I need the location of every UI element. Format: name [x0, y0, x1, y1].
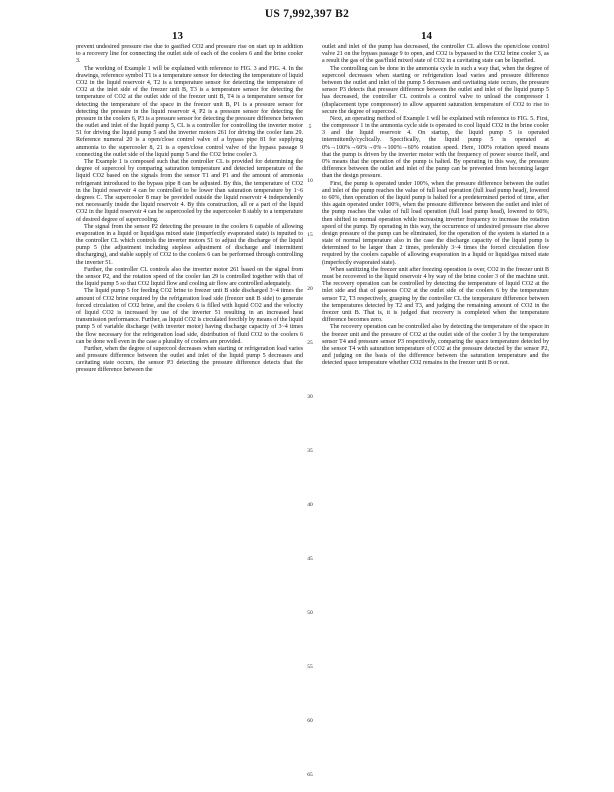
right-column — [322, 44, 549, 367]
line-number: 35 — [307, 448, 313, 454]
paragraph: Next, an operating method of Example 1 will be explained with reference to FIG. 5. First, the compressor 1 in the ammonia cycle side is operated to cool liquid CO2 in the brine cooler 3 and the liquid reservoir 4. On startup, the liquid pump 5 is operated intermittently/cyclically. Specifically, the liquid pump 5 is operated at 0%→100%→60%→0%→100%→60% rotation speed. Here, 100% rotation speed means that the pump is driven by the inverter motor with the frequency of power source itself, and 0% means that the operation of the pump is halted. By operating in this way, the pressure difference between the outlet and inlet of the pump can be prevented from becoming larger than the design pressure. — [322, 115, 549, 180]
paragraph: The liquid pump 5 for feeding CO2 brine to freezer unit B side discharged 3~4 times the amount of CO2 brine required by the refrigeration load side (freezer unit B side) to generate forced circulation of CO2 brine, and the coolers 6 is filled with liquid CO2 and the velocity of liquid CO2 is increased by use of the inverter 51 resulting in an increased heat transmission performance. Further, as liquid CO2 is circulated forcibly by means of the liquid pump 5 of variable discharge (with inverter motor) having discharge capacity of 3~4 times the flow necessary for the refrigeration load side, distribution of fluid CO2 to the coolers 6 can be done well even in the case a plurality of coolers are provided. — [76, 288, 303, 345]
paragraph: First, the pump is operated under 100%, when the pressure difference between the outlet and inlet of the pump reaches the value of full load operation (full load pump head), lowered to 60%, then operation of the liquid pump is halted for a predetermined period of time, after this again operated under 100%, when the pressure difference between the outlet and inlet of the pump reaches the value of full load operation (full load pump head), lowered to 60%, then shifted to normal operation while increasing inverter frequency to increase the rotation speed of the pump. By operating in this way, the occurrence of undesired pressure rise above design pressure of the pump can be eliminated, for the operation of the system is started in a state of normal temperature also in the case the discharge capacity of the liquid pump is determined to be larger than 2 times, preferably 3~4 times the forced circulation flow required by the coolers capable of allowing evaporation in a liquid or liquid/gas mixed state (imperfectly evaporated state). — [322, 180, 549, 266]
paragraph: outlet and inlet of the pump has decreased, the controller CL allows the open/close control valve 21 on the bypass passage 9 to open, and CO2 is bypassed to the CO2 brine cooler 3, as a result the gas of the gas/fluid mixed state of CO2 in a cavitating state can be liquefied. — [322, 44, 549, 65]
paragraph: The controlling can be done in the ammonia cycle in such a way that, when the degree of supercool decreases when starting or refrigeration load varies and pressure difference between the outlet and inlet of the pump 5 decreases and cavitating state occurs, the pressure sensor P3 detects that pressure difference between the outlet and inlet of the liquid pump 5 has decreased, the controller CL controls a control valve to unload the compressor 1 (displacement type compressor) to allow apparent saturation temperature of CO2 to rise to secure the degree of supercool. — [322, 65, 549, 115]
paragraph: The working of Example 1 will be explained with reference to FIG. 3 and FIG. 4. In the drawings, reference symbol T1 is a temperature sensor for detecting the temperature of liquid CO2 in the liquid reservoir 4, T2 is a temperature sensor for detecting the temperature of CO2 at the inlet side of the freezer unit B, T3 is a temperature sensor for detecting the temperature of CO2 at the outlet side of the freezer unit B, T4 is a temperature sensor for detecting the temperature of the space in the freezer unit B, P1 is a pressure sensor for detecting the pressure in the liquid reservoir 4, P2 is a pressure sensor for detecting the pressure in the coolers 6, P3 is a pressure sensor for detecting the pressure difference between the outlet and inlet of the liquid pump 5, CL is a controller for controlling the inverter motor 51 for driving the liquid pump 5 and the inverter motors 261 for driving the cooler fans 29. Reference numeral 20 is a open/close control valve of a bypass pipe 81 for supplying ammonia to the supercooler 8, 21 is a open/close control valve of the bypass passage 9 connecting the outlet side of the liquid pump 5 and the CO2 brine cooler 3. — [76, 65, 303, 158]
page-number-right: 14 — [421, 30, 432, 42]
line-number: 20 — [307, 286, 313, 292]
paragraph: Further, when the degree of supercool decreases when starting or refrigeration load varies and pressure difference between the outlet and inlet of the liquid pump 5 decreases and cavitating state occurs, the sensor P3 detecting the pressure difference detects that the pressure difference between the — [76, 345, 303, 374]
patent-number-header: US 7,992,397 B2 — [264, 8, 350, 20]
line-number: 65 — [307, 772, 313, 778]
line-number: 45 — [307, 556, 313, 562]
line-number: 25 — [307, 340, 313, 346]
paragraph: The recovery operation can be controlled also by detecting the temperature of the space in the freezer unit and the pressure of CO2 at the outlet side of the cooler 3 by the temperature sensor T4 and pressure sensor P3 respectively, comparing the space temperature detected by the sensor T4 with saturation temperature of CO2 at the pressure detected by the sensor P2, and judging on the basis of the difference between the saturation temperature and the detected space temperature whether CO2 remains in the freezer unit B or not. — [322, 324, 549, 367]
line-number: 60 — [307, 718, 313, 724]
line-number: 5 — [308, 124, 312, 130]
paragraph: The signal from the sensor P2 detecting the pressure in the coolers 6 capable of allowing evaporation in a liquid or liquid/gas mixed state (imperfectly evaporated state) is inputted to the controller CL which controls the inverter motors 51 to adjust the discharge of the liquid pump 5 (the adjustment including stepless adjustment of discharge and intermittent discharging), and stable supply of CO2 to the coolers 6 can be performed through controlling the inverter 51. — [76, 223, 303, 266]
line-number: 55 — [307, 664, 313, 670]
line-number: 50 — [307, 610, 313, 616]
line-number: 40 — [307, 502, 313, 508]
line-number: 30 — [307, 394, 313, 400]
left-column — [76, 44, 303, 375]
paragraph: When sanitizing the freezer unit after freezing operation is over, CO2 in the freezer unit B must be recovered to the liquid reservoir 4 by way of the brine cooler 3 of the machine unit. The recovery operation can be controlled by detecting the temperature of liquid CO2 at the inlet side and that of gaseous CO2 at the outlet side of the coolers 6 by the temperature sensor T2, T3 respectively, grasping by the controller CL the temperature difference between the temperatures detected by T2 and T3, and judging the remaining amount of CO2 in the freezer unit B. That is, it is judged that recovery is completed when the temperature difference becomes zero. — [322, 266, 549, 324]
paragraph: prevent undesired pressure rise due to gasified CO2 and pressure rise on start up in addition to a recovery line for connecting the outlet side of each of the coolers 6 and the brine cooler 3. — [76, 44, 303, 65]
page-number-left: 13 — [172, 30, 183, 42]
line-number: 10 — [307, 178, 313, 184]
line-number: 15 — [307, 232, 313, 238]
paragraph: Further, the controller CL controls also the inverter motor 261 based on the signal from the sensor P2, and the rotation speed of the cooler fan 29 is controlled together with that of the liquid pump 5 so that CO2 liquid flow and cooling air flow are controlled adequately. — [76, 266, 303, 288]
paragraph: The Example 1 is composed such that the controller CL is provided for determining the degree of supercool by comparing saturation temperature and detected temperature of the liquid CO2 based on the signals from the sensor T1 and P1 and the amount of ammonia refrigerant introduced to the bypass pipe 8 can be adjusted. By this, the temperature of CO2 in the liquid reservoir 4 can be controlled to be lower than saturation temperature by 1~6 degrees C. The supercooler 8 may be provided outside the liquid reservoir 4 independently not necessarily inside the liquid reservoir 4. By this construction, all or a part of the liquid CO2 in the liquid reservoir 4 can be supercooled by the supercooler 8 stably to a temperature of desired degree of supercooling. — [76, 159, 303, 223]
